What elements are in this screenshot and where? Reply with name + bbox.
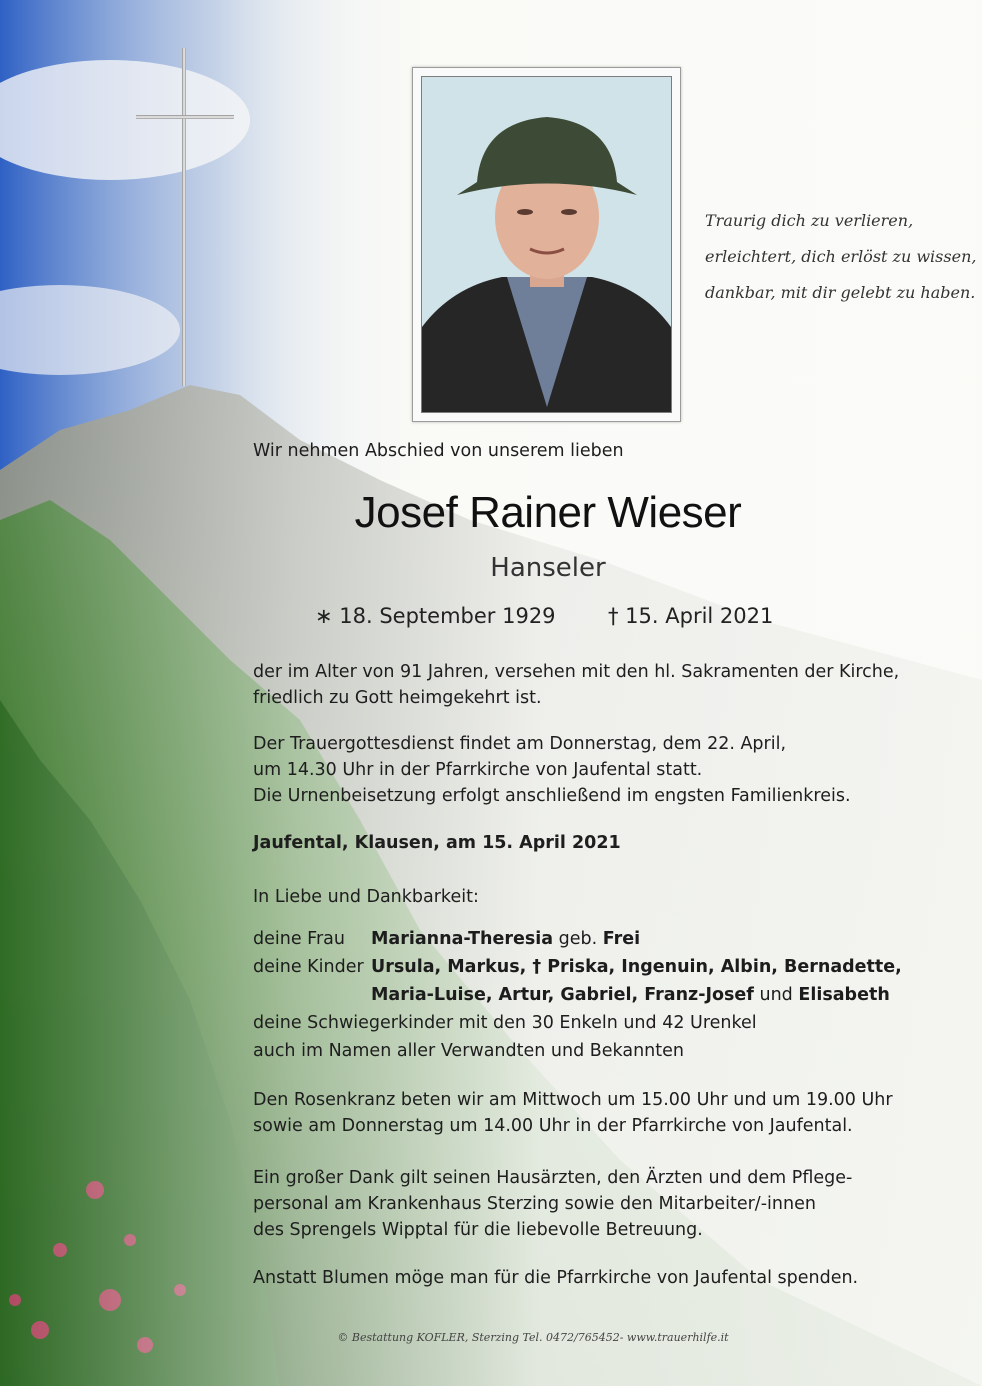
children-names: Maria-Luise, Artur, Gabriel, Franz-Josef <box>371 985 754 1005</box>
inlaws-line: deine Schwiegerkinder mit den 30 Enkeln und 42 Urenkel <box>253 1013 757 1033</box>
wife-maiden: Frei <box>602 929 641 949</box>
paragraph-rosary <box>253 1087 893 1139</box>
deceased-name: Josef Rainer Wieser <box>354 488 742 537</box>
portrait-photo <box>421 76 672 413</box>
quote-line: erleichtert, dich erlöst zu wissen, <box>705 247 977 266</box>
text-line: friedlich zu Gott heimgekehrt ist. <box>253 688 542 708</box>
others-line: auch im Namen aller Verwandten und Bekannten <box>253 1041 684 1061</box>
birth-date: ∗ 18. September 1929 <box>315 604 556 628</box>
text-line: des Sprengels Wipptal für die liebevolle Betreuung. <box>253 1220 703 1240</box>
portrait-frame <box>412 67 681 422</box>
text-line: personal am Krankenhaus Sterzing sowie den Mitarbeiter/-innen <box>253 1194 816 1214</box>
paragraph-age <box>253 659 899 711</box>
children-und: und <box>759 985 793 1005</box>
intro-text: Wir nehmen Abschied von unserem lieben <box>253 441 624 461</box>
children-line-2 <box>371 982 890 1008</box>
children-label: deine Kinder <box>253 957 364 977</box>
children-line-1: Ursula, Markus, † Priska, Ingenuin, Albin, Bernadette, <box>371 957 902 977</box>
dedication: In Liebe und Dankbarkeit: <box>253 887 479 907</box>
wife-geb: geb. <box>558 929 598 949</box>
text-line: sowie am Donnerstag um 14.00 Uhr in der Pfarrkirche von Jaufental. <box>253 1116 853 1136</box>
text-line: Der Trauergottesdienst findet am Donnerstag, dem 22. April, <box>253 734 787 754</box>
text-line: um 14.30 Uhr in der Pfarrkirche von Jaufental statt. <box>253 760 703 780</box>
place-date: Jaufental, Klausen, am 15. April 2021 <box>253 833 621 853</box>
footer-credit: © Bestattung KOFLER, Sterzing Tel. 0472/765452- www.trauerhilfe.it <box>337 1331 729 1344</box>
text-line: Die Urnenbeisetzung erfolgt anschließend im engsten Familienkreis. <box>253 786 851 806</box>
text-line: Ein großer Dank gilt seinen Hausärzten, den Ärzten und dem Pflege- <box>253 1168 853 1188</box>
quote-line: dankbar, mit dir gelebt zu haben. <box>705 283 976 302</box>
nickname: Hanseler <box>490 553 606 583</box>
wife-line <box>371 926 640 952</box>
memorial-quote <box>705 203 976 311</box>
quote-line: Traurig dich zu verlieren, <box>705 211 914 230</box>
paragraph-flowers: Anstatt Blumen möge man für die Pfarrkirche von Jaufental spenden. <box>253 1268 859 1288</box>
death-date: † 15. April 2021 <box>608 604 774 628</box>
text-line: der im Alter von 91 Jahren, versehen mit den hl. Sakramenten der Kirche, <box>253 662 900 682</box>
wife-label: deine Frau <box>253 929 345 949</box>
paragraph-thanks <box>253 1165 852 1243</box>
children-last: Elisabeth <box>798 985 890 1005</box>
paragraph-service <box>253 731 851 809</box>
text-line: Den Rosenkranz beten wir am Mittwoch um 15.00 Uhr und um 19.00 Uhr <box>253 1090 893 1110</box>
wife-name: Marianna-Theresia <box>371 929 554 949</box>
